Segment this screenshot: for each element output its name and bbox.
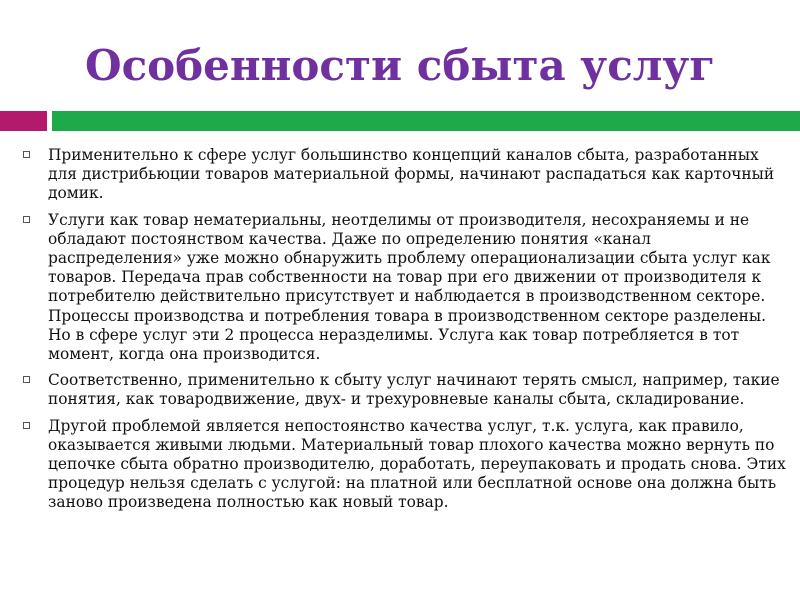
slide-title: Особенности сбыта услуг [84, 41, 716, 90]
bullet-text: Соответственно, применительно к сбыту услуг начинают терять смысл, например, такие понятия, как товародвижение, двух- и трехуровневые каналы сбыта, складирование. [48, 371, 780, 409]
square-bullet-icon [23, 422, 30, 429]
bullet-item [20, 417, 788, 513]
bullet-text: Услуги как товар нематериальны, неотделимы от производителя, несохраняемы и не обладают постоянством качества. Даже по определению понятия «канал распределения» уже можно обнаружить проблему операционализации сбыта услуг как товаров. Передача прав собственности на товар при его движении от производителя к потребителю действительно присутствует и наблюдается в производственном секторе. Процессы производства и потребления товара в производственном секторе разделены. Но в сфере услуг эти 2 процесса неразделимы. Услуга как товар потребляется в тот момент, когда она производится. [48, 210, 771, 364]
divider-main-bar [52, 111, 800, 131]
divider-accent-bar [0, 111, 47, 131]
square-bullet-icon [23, 376, 30, 383]
bullet-text: Применительно к сфере услуг большинство концепций каналов сбыта, разработанных для дистрибьюции товаров материальной формы, начинают распадаться как карточный домик. [48, 146, 775, 203]
bullet-item [20, 146, 788, 204]
bullet-list [20, 146, 788, 520]
bullet-item [20, 371, 788, 409]
square-bullet-icon [23, 151, 30, 158]
bullet-text: Другой проблемой является непостоянство качества услуг, т.к. услуга, как правило, оказывается живыми людьми. Материальный товар плохого качества можно вернуть по цепочке сбыта обратно производителю, доработать, переупаковать и продать снова. Этих процедур нельзя сделать с услугой: на платной или бесплатной основе она должна быть заново произведена полностью как новый товар. [48, 416, 786, 512]
bullet-item [20, 211, 788, 365]
square-bullet-icon [23, 216, 30, 223]
